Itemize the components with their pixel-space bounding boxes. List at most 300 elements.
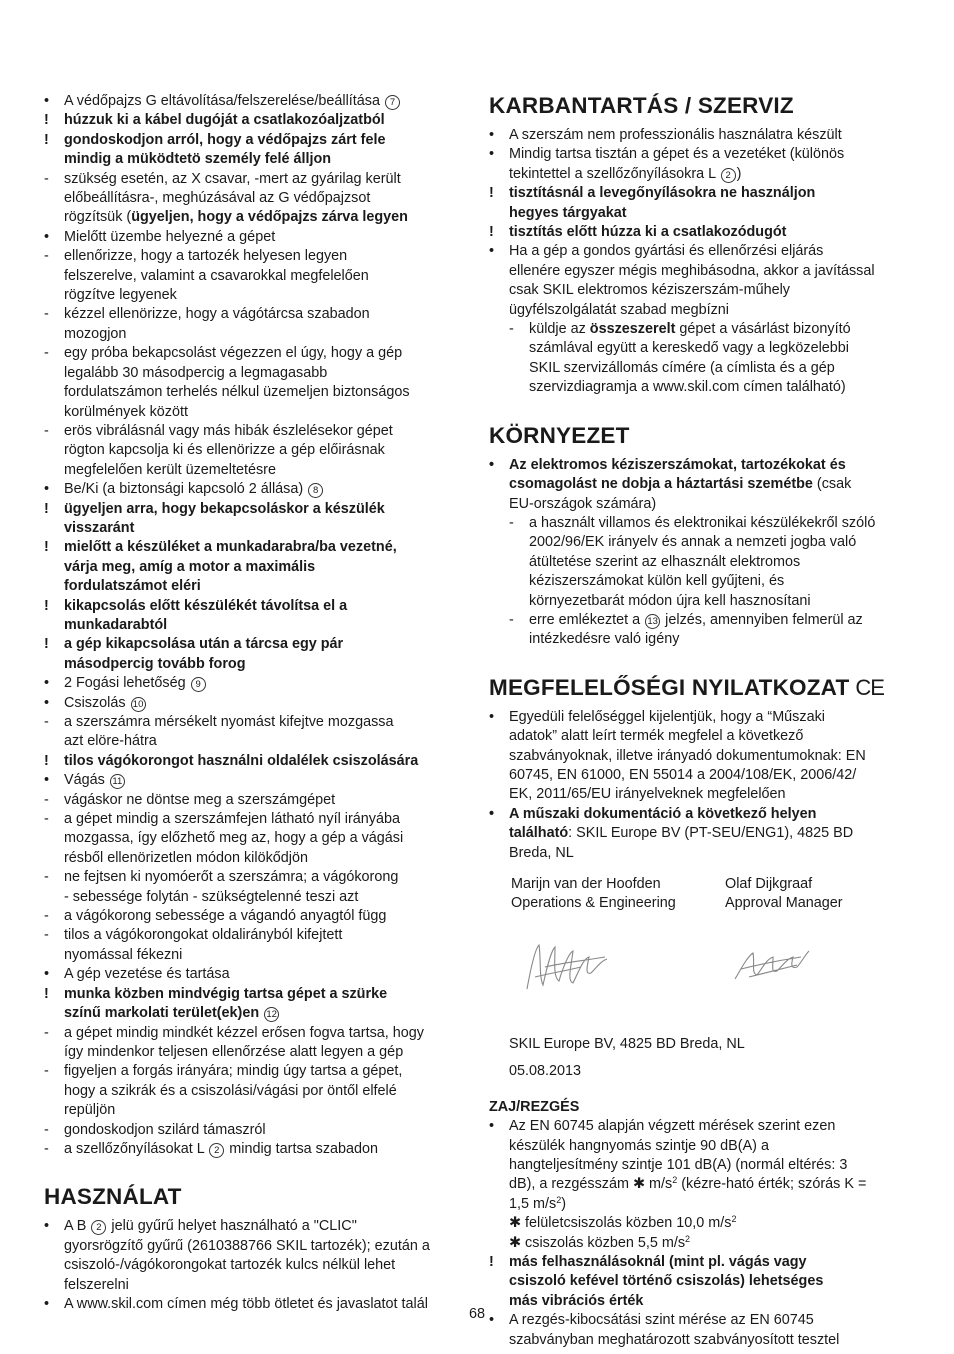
bold-text: ügyeljen arra, hogy bekapcsoláskor a készülék	[64, 500, 385, 517]
text-line	[489, 1062, 914, 1081]
figure-reference-number: 2	[721, 168, 736, 183]
text: mozgassa, így előzhető meg az, hogy a gép a vágási	[64, 830, 404, 847]
text: felszerelve, valamint a csavarokkal megfelelően	[64, 267, 369, 284]
text: Breda, NL	[509, 844, 574, 861]
text-line	[44, 597, 468, 616]
warning-mark: !	[44, 597, 49, 614]
bold-text: Az elektromos kéziszerszámokat, tartozékokat és	[509, 456, 846, 473]
text: átültetése szerint az elhasznált elektromos	[529, 553, 801, 570]
bold-text: tisztítás előtt húzza ki a csatlakozódugót	[509, 224, 787, 241]
text-line	[489, 572, 914, 591]
bold-text: csomagolást ne dobja a háztartási szemétbe	[509, 476, 813, 493]
text-line	[44, 228, 468, 247]
bullet-icon: •	[489, 1312, 495, 1329]
text-line	[489, 281, 914, 300]
warning-mark: !	[44, 539, 49, 556]
text-line	[489, 495, 914, 514]
dash-mark: -	[44, 306, 49, 323]
text-line	[44, 946, 468, 965]
text: nyomással fékezni	[64, 946, 183, 963]
text: erös vibrálásnál vagy más hibák észlelésekor gépet	[64, 422, 393, 439]
dash-mark: -	[44, 422, 49, 439]
bullet-icon: •	[489, 708, 495, 725]
bold-text: mielőtt a készüléket a munkadarabra/ba vezetné,	[64, 539, 397, 556]
bullet-icon: •	[44, 772, 50, 789]
figure-reference-number: 13	[645, 614, 660, 629]
text: EK, 2011/65/EU irányelveknek megfelelően	[509, 786, 786, 803]
dash-mark: -	[509, 514, 514, 531]
bold-text: tisztításnál a levegőnyílásokra ne használjon	[509, 185, 816, 202]
text-line	[489, 785, 914, 804]
signatory-title: Operations & Engineering	[511, 895, 676, 912]
text-line	[489, 708, 914, 727]
text-line	[489, 242, 914, 261]
text: gondoskodjon szilárd támaszról	[64, 1121, 266, 1138]
text: mozogjon	[64, 325, 127, 342]
text-line	[44, 538, 468, 557]
text: a használt villamos és elektronikai készülékekről szóló	[529, 514, 876, 531]
dash-mark: -	[44, 1024, 49, 1041]
text-line	[489, 262, 914, 281]
text: vágáskor ne döntse meg a szerszámgépet	[64, 791, 336, 808]
text-line	[44, 791, 468, 810]
handwritten-signature	[731, 945, 811, 991]
bold-text: gondoskodjon arról, hogy a védőpajzs zárt fele	[64, 131, 386, 148]
text: a szerszámra mérsékelt nyomást kifejtve mozgassa	[64, 714, 394, 730]
text: egy próba bekapcsolást végezzen el úgy, hogy a gép	[64, 345, 403, 362]
text: előbeállításra-, meghúzásával az G védőpajzsot	[64, 190, 371, 207]
text-line	[489, 339, 914, 358]
text-line	[44, 519, 468, 538]
text-line	[44, 150, 468, 169]
text-line	[44, 1082, 468, 1101]
text-line	[489, 1214, 914, 1233]
text: - sebessége folytán - szükségtelenné teszi azt	[64, 888, 359, 905]
dash-mark: -	[44, 345, 49, 362]
text-line	[489, 1234, 914, 1253]
bullet-icon: •	[489, 456, 495, 473]
text-line	[489, 592, 914, 611]
bullet-icon: •	[489, 1118, 495, 1135]
dash-mark: -	[44, 170, 49, 187]
text-line	[44, 965, 468, 984]
superscript: 2	[672, 1175, 678, 1186]
signatory-name: Marijn van der Hoofden	[511, 876, 661, 892]
text-line	[44, 422, 468, 441]
text: SKIL Europe BV, 4825 BD Breda, NL	[509, 1036, 745, 1052]
bullet-icon: •	[44, 966, 50, 983]
text: kéziszerszámokat külön kell gyűjteni, és	[529, 573, 785, 590]
figure-reference-number: 8	[308, 483, 323, 498]
text: A védőpajzs G eltávolítása/felszerelése/beállítása	[64, 93, 384, 109]
text-line	[489, 1175, 914, 1194]
spacer	[489, 1082, 914, 1090]
bold-text: ügyeljen, hogy a védőpajzs zárva legyen	[131, 209, 408, 226]
text-line	[489, 805, 914, 824]
text-line	[489, 1035, 914, 1054]
text-line	[44, 1256, 468, 1275]
text-line	[489, 456, 914, 475]
text-line	[44, 383, 468, 402]
text: fordulatszámon terhelés nélkul üzemeljen biztonságos	[64, 384, 410, 401]
section-heading-text: HASZNÁLAT	[44, 1184, 182, 1210]
dash-mark: -	[509, 321, 514, 338]
text: legalább 30 másodpercig a legmagasabb	[64, 364, 328, 381]
text-line	[44, 364, 468, 383]
text: Mindig tartsa tisztán a gépet és a vezetéket (különös	[509, 146, 845, 163]
text: Mielőtt üzembe helyezné a gépet	[64, 228, 276, 245]
text: így mindenkor teljesen ellenőrzése alatt legyen a gép	[64, 1043, 404, 1060]
figure-reference-number: 10	[131, 697, 146, 712]
text-line	[44, 810, 468, 829]
text: EU-országok számára)	[509, 495, 657, 512]
text-line	[44, 713, 468, 732]
text: A gép vezetése és tartása	[64, 966, 230, 983]
text: jelzés, amennyiben felmerül az	[661, 611, 863, 628]
figure-reference-number: 7	[385, 95, 400, 110]
handwritten-signature	[521, 937, 611, 1003]
text: tilos a vágókorongokat oldalirányból kifejtett	[64, 927, 343, 944]
text-line	[489, 747, 914, 766]
bold-text: található	[509, 825, 569, 842]
text-line	[44, 344, 468, 363]
bold-text: tilos vágókorongot használni oldalélek csiszolására	[64, 752, 419, 769]
dash-mark: -	[509, 611, 514, 628]
text: mindig tartsa szabadon	[225, 1140, 379, 1157]
text: Be/Ki (a biztonsági kapcsoló 2 állása)	[64, 481, 308, 498]
text-line	[44, 441, 468, 460]
warning-mark: !	[44, 752, 49, 769]
text: ne fejtsen ki nyomóerőt a szerszámra; a vágókorong	[64, 869, 399, 886]
text-line	[489, 1331, 914, 1350]
bold-text: fordulatszámot eléri	[64, 578, 201, 595]
text-line	[44, 907, 468, 926]
text: számlával együtt a kereskedő vagy a legközelebbi	[529, 340, 849, 357]
warning-mark: !	[44, 131, 49, 148]
text-line	[44, 1121, 468, 1140]
text-line	[44, 1101, 468, 1120]
text: a gépet mindig mindkét kézzel erősen fogva tartsa, hogy	[64, 1024, 424, 1041]
text-line	[489, 1137, 914, 1156]
text-line	[44, 985, 468, 1004]
text-line	[489, 611, 914, 630]
text: Egyedüli felelőséggel kijelentjük, hogy a “Műszaki	[509, 708, 825, 725]
spacer	[44, 1159, 468, 1183]
bold-text: visszaránt	[64, 519, 135, 536]
text: megfelelően került üzemeltetésre	[64, 461, 276, 478]
text-line	[489, 359, 914, 378]
text-line	[44, 1217, 468, 1236]
text-line	[44, 926, 468, 945]
text-line	[489, 553, 914, 572]
text: Az EN 60745 alapján végzett mérések szerint ezen	[509, 1118, 836, 1135]
text-line	[489, 1156, 914, 1175]
text: szervizdiagramja a www.skil.com címen található)	[529, 379, 846, 396]
bullet-icon: •	[44, 694, 50, 711]
text-line	[44, 694, 468, 713]
text-line	[489, 145, 914, 164]
text: a vágókorong sebessége a vágandó anyagtól függ	[64, 908, 387, 925]
text-line	[489, 630, 914, 649]
bullet-icon: •	[489, 805, 495, 822]
text-line	[489, 223, 914, 242]
text-line	[489, 320, 914, 339]
text-line	[44, 267, 468, 286]
bullet-icon: •	[489, 243, 495, 260]
bullet-icon: •	[44, 1295, 50, 1312]
text: 2 Fogási lehetőség	[64, 675, 190, 692]
text: A szerszám nem professzionális használatra készült	[509, 127, 842, 143]
text: rögzítve legyenek	[64, 287, 177, 304]
text: 05.08.2013	[509, 1063, 582, 1080]
figure-reference-number: 2	[91, 1220, 106, 1235]
dash-mark: -	[44, 908, 49, 925]
text: a szellőzőnyílásokat L	[64, 1140, 209, 1157]
text: azt elöre-hátra	[64, 733, 157, 750]
figure-reference-number: 9	[191, 677, 206, 692]
text: repüljön	[64, 1102, 116, 1119]
text-line	[44, 286, 468, 305]
text-line	[44, 461, 468, 480]
text-line	[489, 844, 914, 863]
text: intézkedésre való igény	[529, 631, 680, 648]
text: ✱ csiszolás közben 5,5 m/s	[509, 1234, 686, 1251]
text: jelü gyűrű helyet használható a "CLIC"	[107, 1218, 357, 1235]
text: küldje az	[529, 321, 590, 338]
text-line	[489, 824, 914, 843]
bullet-icon: •	[489, 146, 495, 163]
text-line	[44, 247, 468, 266]
dash-mark: -	[44, 714, 49, 730]
text-line	[44, 577, 468, 596]
ce-mark-icon: CE	[855, 674, 884, 700]
text: ügyfélszolgálatát szabad megbízni	[509, 301, 729, 318]
section-heading	[489, 92, 914, 120]
dash-mark: -	[44, 869, 49, 886]
bullet-icon: •	[44, 93, 50, 109]
spacer	[489, 398, 914, 422]
text: 2002/96/EK irányelv és annak a nemzeti jogba való	[529, 534, 857, 551]
text-line	[44, 1004, 468, 1023]
text: hangteljesítmény szintje 101 dB(A) (normál eltérés: 3	[509, 1157, 848, 1174]
section-heading-text: KARBANTARTÁS / SZERVIZ	[489, 93, 794, 118]
text: tekintettel a szellőzőnyílásokra L	[509, 165, 720, 182]
text-line	[489, 126, 914, 145]
text: ✱ felületcsiszolás közben 10,0 m/s	[509, 1215, 732, 1232]
text-line	[44, 403, 468, 422]
warning-mark: !	[489, 185, 494, 202]
bold-text: a gép kikapcsolása után a tárcsa egy pár	[64, 636, 344, 653]
text-line	[44, 849, 468, 868]
text-line	[44, 1043, 468, 1062]
section-heading-text: KÖRNYEZET	[489, 422, 630, 448]
dash-mark: -	[44, 927, 49, 944]
figure-reference-number: 2	[209, 1143, 224, 1158]
bold-text: másodpercig tovább forog	[64, 655, 246, 672]
text-line	[489, 1195, 914, 1214]
text: figyeljen a forgás irányára; mindig úgy tartsa a gépet,	[64, 1063, 403, 1080]
warning-mark: !	[44, 112, 49, 129]
text-line	[44, 500, 468, 519]
text: A www.skil.com címen még több ötletet és javaslatot talál	[64, 1295, 428, 1312]
bold-text: színű markolati terület(ek)en	[64, 1005, 264, 1022]
text: A rezgés-kibocsátási szint mérése az EN 60745	[509, 1312, 814, 1329]
bold-text: kikapcsolás előtt készülékét távolítsa el a	[64, 597, 348, 614]
bold-text: munkadarabtól	[64, 616, 168, 633]
text: hogy a szikrák és a csiszolási/vágási por öntől elfelé	[64, 1082, 397, 1099]
text: 60745, EN 61000, EN 55014 a 2004/108/EK, 2006/42/	[509, 766, 857, 783]
text-line	[489, 727, 914, 746]
text-line	[44, 170, 468, 189]
text-line	[489, 184, 914, 203]
bold-text: várja meg, amíg a motor a maximális	[64, 558, 316, 575]
text: SKIL szervizállomás címére (a címlista és a gép	[529, 359, 835, 376]
text: erre emlékeztet a	[529, 611, 645, 628]
text: szabványoknak, illetve irányadó dokumentumoknak: EN	[509, 747, 866, 764]
text: szükség esetén, az X csavar, -mert az gyárilag került	[64, 170, 401, 187]
text-line	[44, 92, 468, 111]
dash-mark: -	[44, 248, 49, 265]
text-line	[44, 131, 468, 150]
text: korülmények között	[64, 403, 188, 420]
text: csiszoló-/vágókorongokat tartozék kulcs nélkül lehet	[64, 1257, 396, 1274]
dash-mark: -	[44, 791, 49, 808]
text-line	[44, 732, 468, 751]
left-column	[44, 92, 468, 1314]
text-line	[489, 204, 914, 223]
bold-text: mindig a müködtetö személy felé álljon	[64, 151, 332, 168]
text-line	[489, 301, 914, 320]
section-heading	[489, 674, 914, 702]
dash-mark: -	[44, 1063, 49, 1080]
figure-reference-number: 12	[264, 1007, 279, 1022]
text: rögton kapcsolja ki és ellenörizze a gép előirásnak	[64, 442, 385, 459]
text-line	[489, 1117, 914, 1136]
bullet-icon: •	[44, 1218, 50, 1235]
text: csak SKIL elektromos kéziszerszám-műhely	[509, 282, 790, 299]
section-heading	[44, 1183, 468, 1211]
text-line	[44, 635, 468, 654]
text: szabványban meghatározott szabványosított tesztel	[509, 1331, 840, 1348]
bold-text: csiszoló kefével történő csiszolás) lehetséges	[509, 1273, 824, 1290]
signature-block	[511, 875, 914, 1035]
text: adatok” alatt leírt termék megfelel a következő	[509, 728, 804, 745]
text-line	[44, 655, 468, 674]
spacer	[489, 650, 914, 674]
bold-text: húzzuk ki a kábel dugóját a csatlakozóaljzatból	[64, 112, 385, 129]
section-heading-text: MEGFELELŐSÉGI NYILATKOZAT	[489, 674, 850, 700]
text-line	[489, 533, 914, 552]
text-line	[44, 208, 468, 227]
text-line	[489, 378, 914, 397]
dash-mark: -	[44, 811, 49, 828]
text: 1,5 m/s	[509, 1195, 557, 1212]
warning-mark: !	[44, 985, 49, 1002]
dash-mark: -	[44, 1121, 49, 1138]
warning-mark: !	[489, 224, 494, 241]
text-line	[489, 766, 914, 785]
text-line	[489, 475, 914, 494]
bold-text: hegyes tárgyakat	[509, 204, 627, 221]
text: (csak	[812, 476, 852, 493]
text-line	[44, 674, 468, 693]
text: dB), a rezgésszám ✱ m/s	[509, 1176, 673, 1193]
text: (kézre-ható érték; szórás K =	[677, 1176, 867, 1193]
text-line	[44, 616, 468, 635]
text: környezetbarát módon újra kell hasznosítani	[529, 592, 811, 609]
text: Ha a gép a gondos gyártási és ellenőrzési eljárás	[509, 243, 824, 260]
text: )	[561, 1195, 566, 1212]
bullet-icon: •	[44, 675, 50, 692]
text: a gépet mindig a szerszámfejen látható nyíl irányába	[64, 811, 400, 828]
text-line	[489, 1272, 914, 1291]
text-line	[44, 1062, 468, 1081]
text: készülék hangnyomás szintje 90 dB(A) a	[509, 1137, 769, 1154]
text: kézzel ellenörizze, hogy a vágótárcsa szabadon	[64, 306, 370, 323]
text-line	[44, 189, 468, 208]
text-line	[44, 752, 468, 771]
text-line	[44, 1024, 468, 1043]
warning-mark: !	[44, 636, 49, 653]
text-line	[44, 771, 468, 790]
signatory-name: Olaf Dijkgraaf	[725, 876, 813, 892]
text: Csiszolás	[64, 694, 130, 711]
text-line	[44, 1276, 468, 1295]
bullet-icon: •	[44, 228, 50, 245]
superscript: 2	[731, 1214, 737, 1225]
subsection-heading: ZAJ/REZGÉS	[489, 1098, 580, 1115]
text-line	[44, 111, 468, 130]
bold-text: más felhasználásoknál (mint pl. vágás vagy	[509, 1254, 807, 1271]
text-line	[44, 558, 468, 577]
bold-text: más vibrációs érték	[509, 1292, 644, 1309]
spacer	[489, 1054, 914, 1062]
page-number: 68	[468, 1306, 485, 1322]
text: gépet a vásárlást bizonyító	[675, 321, 851, 338]
bold-text: munka közben mindvégig tartsa gépet a szürke	[64, 985, 388, 1002]
warning-mark: !	[44, 500, 49, 517]
figure-reference-number: 11	[110, 774, 125, 789]
section-heading	[489, 422, 914, 450]
text: )	[736, 165, 742, 182]
text-line	[44, 1140, 468, 1159]
text-line	[44, 888, 468, 907]
bold-text: A műszaki dokumentáció a következő helyen	[509, 805, 817, 822]
bold-text: összeszerelt	[589, 321, 676, 338]
bullet-icon: •	[489, 127, 495, 143]
superscript: 2	[685, 1233, 691, 1244]
bullet-icon: •	[44, 481, 50, 498]
superscript: 2	[556, 1194, 562, 1205]
text-line	[489, 165, 914, 184]
text-line	[44, 1237, 468, 1256]
text-line	[44, 480, 468, 499]
text: ellenére egyszer mégis meghibásodna, akkor a javítással	[509, 262, 875, 279]
text: : SKIL Europe BV (PT-SEU/ENG1), 4825 BD	[568, 825, 854, 842]
text-line	[44, 325, 468, 344]
text-line	[489, 1253, 914, 1272]
text-line	[489, 514, 914, 533]
warning-mark: !	[489, 1254, 494, 1271]
text: ellenőrizze, hogy a tartozék helyesen legyen	[64, 248, 348, 265]
signatory-left	[511, 875, 676, 914]
text: rögzítsük (	[64, 209, 132, 226]
right-column	[489, 92, 914, 1350]
text-line	[44, 305, 468, 324]
signatory-title: Approval Manager	[725, 895, 843, 912]
text: gyorsrögzítő gyűrű (2610388766 SKIL tartozék); ezután a	[64, 1237, 430, 1254]
signatory-right	[725, 875, 843, 914]
